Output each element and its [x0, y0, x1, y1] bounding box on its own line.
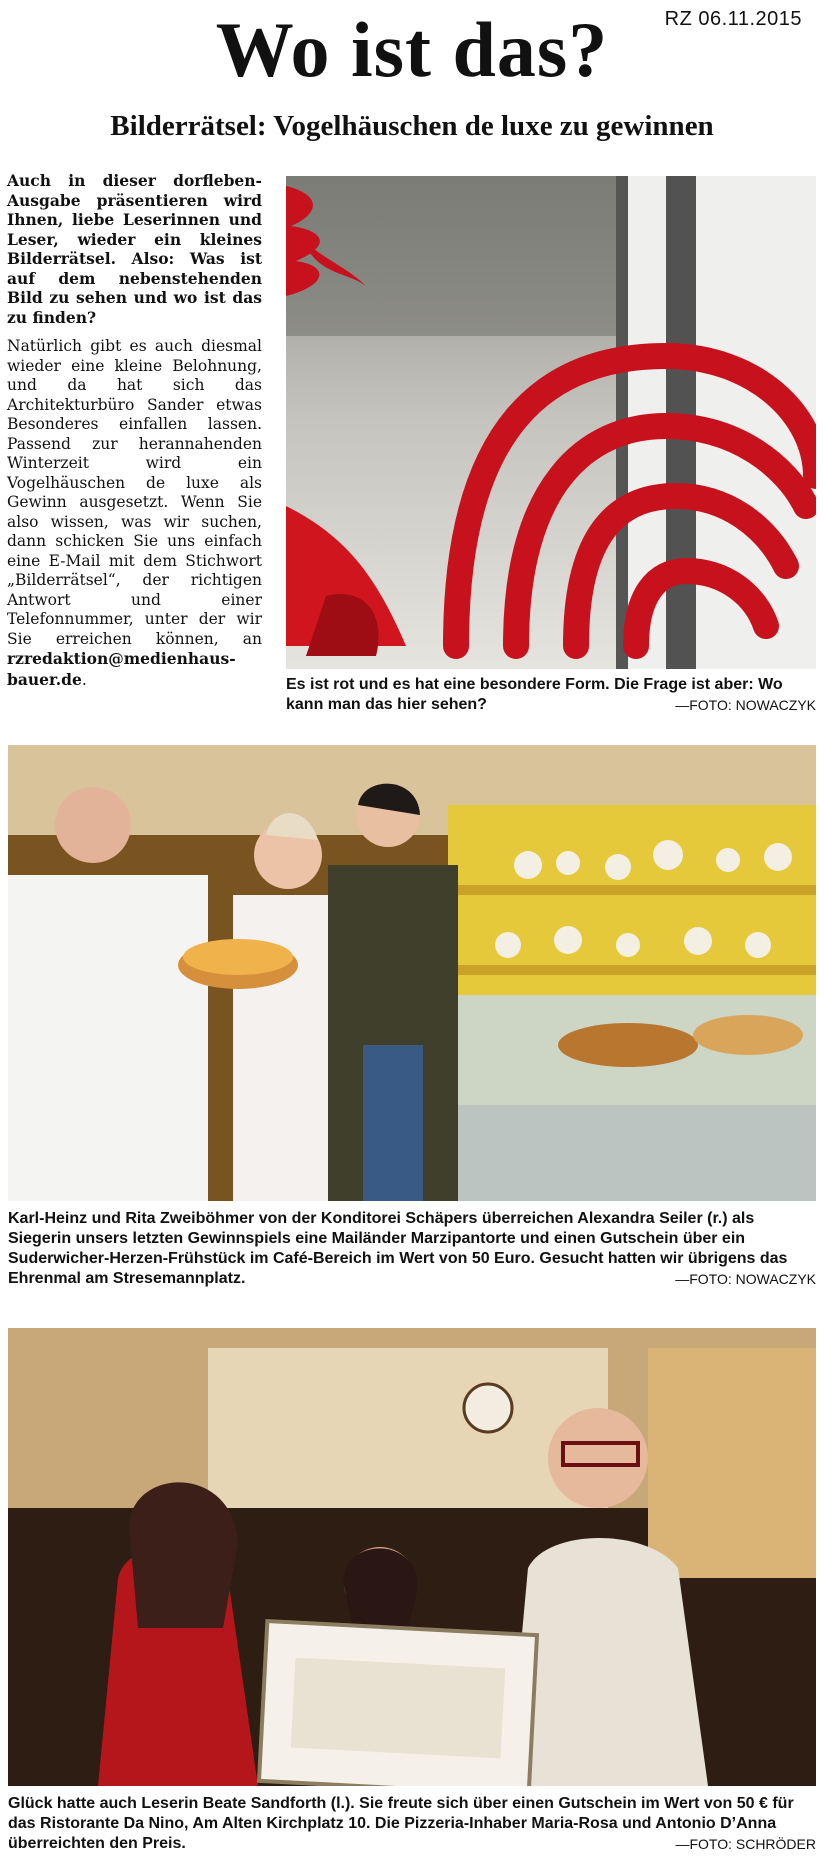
restaurant-caption	[8, 1794, 816, 1854]
restaurant-caption-text: Glück hatte auch Leserin Beate Sandforth (l.). Sie freute sich über einen Gutschein im Wert von 50 € für das Ristorante Da Nino, Am Alten Kirchplatz 10. Die Pizzeria-Inhaber Maria-Rosa und Antonio D’Anna überreichten den Preis.	[8, 1795, 794, 1852]
email-period: .	[81, 670, 87, 689]
riddle-caption	[286, 675, 816, 715]
issue-date: RZ 06.11.2015	[664, 8, 802, 30]
photo-credit: —FOTO: NOWACZYK	[675, 697, 816, 713]
riddle-photo	[286, 176, 816, 669]
bakery-caption-text: Karl-Heinz und Rita Zweiböhmer von der Konditorei Schäpers überreichen Alexandra Seiler (r.) als Siegerin unsers letzten Gewinnspiels eine Mailänder Marzipantorte und einen Gutschein über ein Suderwicher-Herzen-Frühstück im Café-Bereich im Wert von 50 Euro. Gesucht hatten wir übrigens das Ehrenmal am Stresemannplatz.	[8, 1210, 788, 1287]
intro-body	[7, 337, 262, 690]
restaurant-winners-photo	[8, 1328, 816, 1786]
intro-column	[7, 171, 262, 700]
red-rooster-sculpture-image	[286, 176, 816, 669]
photo-credit: —FOTO: SCHRÖDER	[675, 1836, 816, 1852]
bakery-caption	[8, 1209, 816, 1289]
restaurant-scene-image	[8, 1328, 816, 1786]
bakery-scene-image	[8, 745, 816, 1201]
page-headline: Wo ist das?	[215, 6, 609, 93]
intro-body-text: Natürlich gibt es auch diesmal wieder eine kleine Belohnung, und da hat sich das Architekturbüro Sander etwas Besonderes einfallen lassen. Passend zur herannahenden Winterzeit wird ein Vogelhäuschen de luxe als Gewinn ausgesetzt. Wenn Sie also wissen, was wir suchen, dann schicken Sie uns einfach eine E-Mail mit dem Stichwort „Bilderrätsel“, der richtigen Antwort und einer Telefonnummer, unter der wir Sie erreichen können, an	[7, 337, 262, 648]
bakery-winners-photo	[8, 745, 816, 1201]
riddle-caption-text: Es ist rot und es hat eine besondere Form. Die Frage ist aber: Wo kann man das hier sehen?	[286, 676, 783, 713]
contact-email[interactable]: rzredaktion@medienhaus-bauer.de	[7, 649, 236, 689]
page-subheadline: Bilderrätsel: Vogelhäuschen de luxe zu gewinnen	[110, 110, 714, 142]
intro-lead: Auch in dieser dorfleben-Ausgabe präsentieren wird Ihnen, liebe Leserinnen und Leser, wieder ein kleines Bilderrätsel. Also: Was ist auf dem nebenstehenden Bild zu sehen und wo ist das zu finden?	[7, 171, 262, 327]
photo-credit: —FOTO: NOWACZYK	[675, 1271, 816, 1287]
